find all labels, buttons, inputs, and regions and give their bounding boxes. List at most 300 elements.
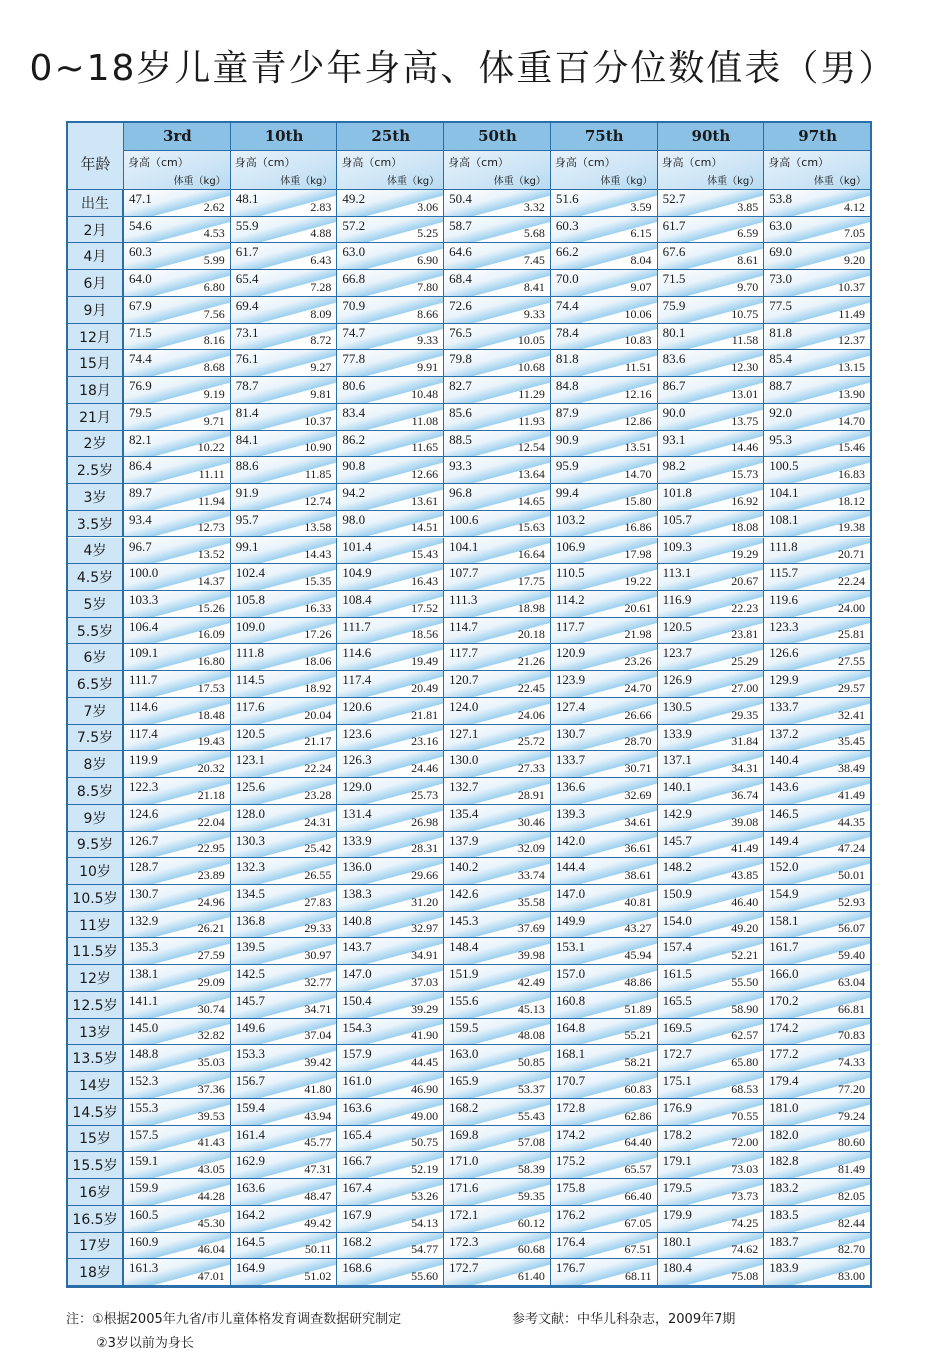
table-row bbox=[68, 1126, 870, 1153]
weight-value: 7.05 bbox=[843, 226, 865, 241]
weight-value: 22.95 bbox=[197, 841, 225, 856]
height-value: 165.9 bbox=[449, 1073, 479, 1089]
value-cell bbox=[230, 1019, 337, 1045]
weight-value: 23.81 bbox=[731, 627, 759, 642]
height-value: 122.3 bbox=[129, 779, 159, 795]
value-cell bbox=[763, 751, 870, 777]
age-cell: 2.5岁 bbox=[68, 457, 123, 483]
height-value: 164.8 bbox=[555, 1019, 586, 1035]
value-cell bbox=[550, 805, 657, 831]
height-value: 130.0 bbox=[449, 752, 479, 768]
weight-value: 73.73 bbox=[731, 1188, 759, 1203]
height-value: 161.0 bbox=[342, 1073, 372, 1089]
value-cell bbox=[230, 1072, 337, 1098]
height-value: 147.0 bbox=[555, 886, 586, 902]
weight-value: 79.24 bbox=[837, 1108, 865, 1123]
height-value: 105.8 bbox=[235, 591, 265, 607]
value-cell bbox=[123, 778, 230, 804]
weight-value: 50.85 bbox=[517, 1055, 545, 1070]
value-cell bbox=[230, 431, 337, 457]
weight-value: 8.04 bbox=[630, 253, 652, 268]
table-row bbox=[68, 751, 870, 778]
height-value: 157.9 bbox=[342, 1046, 372, 1062]
height-value: 64.0 bbox=[129, 271, 152, 287]
height-value: 73.0 bbox=[769, 271, 793, 287]
value-cell bbox=[443, 511, 550, 537]
age-cell: 4.5岁 bbox=[68, 564, 123, 590]
weight-value: 70.55 bbox=[731, 1108, 759, 1123]
weight-value: 9.81 bbox=[310, 386, 332, 401]
table-row bbox=[68, 805, 870, 832]
weight-value: 52.93 bbox=[837, 894, 865, 909]
weight-value: 39.98 bbox=[517, 948, 545, 963]
height-value: 166.7 bbox=[342, 1153, 372, 1169]
percentile-header: 25th bbox=[336, 123, 444, 150]
value-cell bbox=[657, 644, 764, 670]
value-cell bbox=[550, 965, 657, 991]
value-cell bbox=[657, 618, 764, 644]
weight-value: 11.65 bbox=[411, 440, 439, 455]
height-value: 90.8 bbox=[342, 458, 366, 474]
height-value: 86.4 bbox=[129, 458, 152, 474]
value-cell bbox=[336, 404, 443, 430]
value-cell bbox=[443, 1126, 550, 1152]
value-cell bbox=[443, 1206, 550, 1232]
height-value: 149.4 bbox=[769, 832, 799, 848]
weight-value: 20.49 bbox=[411, 680, 439, 695]
weight-value: 18.06 bbox=[304, 654, 332, 669]
table-row bbox=[68, 538, 870, 565]
weight-value: 17.98 bbox=[624, 547, 652, 562]
height-value: 99.4 bbox=[555, 485, 579, 501]
value-cell bbox=[550, 1179, 657, 1205]
weight-value: 7.56 bbox=[203, 306, 225, 321]
value-cell bbox=[443, 270, 550, 296]
weight-value: 43.85 bbox=[731, 868, 759, 882]
height-value: 170.2 bbox=[769, 992, 799, 1008]
value-cell bbox=[443, 1072, 550, 1098]
value-cell bbox=[443, 832, 550, 858]
height-value: 80.1 bbox=[662, 324, 686, 340]
weight-value: 22.23 bbox=[731, 600, 759, 615]
value-cell bbox=[550, 858, 657, 884]
value-cell bbox=[123, 404, 230, 430]
weight-value: 23.16 bbox=[411, 734, 439, 749]
height-value: 148.4 bbox=[449, 939, 479, 955]
weight-value: 29.57 bbox=[837, 680, 865, 695]
value-cell bbox=[336, 270, 443, 296]
value-cell bbox=[763, 725, 870, 751]
height-value: 160.9 bbox=[129, 1233, 159, 1249]
height-value: 117.4 bbox=[342, 672, 372, 688]
height-value: 111.7 bbox=[342, 618, 371, 634]
height-value: 149.6 bbox=[235, 1019, 265, 1035]
value-cell bbox=[550, 431, 657, 457]
height-value: 84.1 bbox=[235, 431, 259, 447]
value-cell bbox=[336, 671, 443, 697]
weight-value: 82.05 bbox=[837, 1188, 865, 1203]
weight-value: 55.50 bbox=[731, 974, 759, 989]
value-cell bbox=[230, 698, 337, 724]
value-cell bbox=[763, 591, 870, 617]
table-row bbox=[68, 190, 870, 217]
weight-value: 21.18 bbox=[197, 787, 225, 802]
weight-value: 21.81 bbox=[411, 707, 439, 722]
weight-value: 16.64 bbox=[517, 547, 545, 562]
value-cell bbox=[763, 618, 870, 644]
height-value: 148.8 bbox=[129, 1046, 159, 1062]
height-value: 115.7 bbox=[769, 565, 799, 581]
value-cell bbox=[230, 404, 337, 430]
weight-value: 12.66 bbox=[411, 467, 439, 482]
value-cell bbox=[123, 832, 230, 858]
value-cell bbox=[336, 885, 443, 911]
height-value: 163.6 bbox=[235, 1180, 265, 1196]
value-cell bbox=[443, 324, 550, 350]
height-value: 179.5 bbox=[662, 1180, 692, 1196]
value-cell bbox=[443, 431, 550, 457]
height-value: 106.4 bbox=[129, 618, 159, 634]
value-cell bbox=[763, 564, 870, 590]
value-cell bbox=[336, 1233, 443, 1259]
value-cell bbox=[657, 1152, 764, 1178]
height-value: 101.8 bbox=[662, 485, 692, 501]
height-value: 71.5 bbox=[129, 324, 152, 340]
value-cell bbox=[443, 644, 550, 670]
weight-value: 65.80 bbox=[731, 1055, 759, 1070]
weight-value: 62.86 bbox=[624, 1108, 652, 1123]
value-cell bbox=[230, 1152, 337, 1178]
height-value: 182.8 bbox=[769, 1153, 799, 1169]
weight-value: 9.20 bbox=[843, 253, 865, 268]
height-value: 88.5 bbox=[449, 431, 472, 447]
weight-value: 12.16 bbox=[624, 386, 652, 401]
height-value: 178.2 bbox=[662, 1126, 692, 1142]
height-value: 116.9 bbox=[662, 591, 692, 607]
height-value: 181.0 bbox=[769, 1099, 799, 1115]
value-cell bbox=[336, 965, 443, 991]
weight-value: 75.08 bbox=[731, 1268, 759, 1283]
value-cell bbox=[763, 1233, 870, 1259]
height-value: 148.2 bbox=[662, 859, 692, 875]
height-value: 124.6 bbox=[129, 805, 159, 821]
weight-value: 15.43 bbox=[411, 547, 439, 562]
height-value: 138.1 bbox=[129, 966, 159, 982]
table-row bbox=[68, 965, 870, 992]
height-value: 120.7 bbox=[449, 672, 479, 688]
height-value: 60.3 bbox=[129, 244, 152, 260]
weight-value: 31.84 bbox=[731, 734, 759, 749]
value-cell bbox=[657, 1099, 764, 1125]
height-value: 159.9 bbox=[129, 1180, 159, 1196]
height-value: 109.0 bbox=[235, 618, 265, 634]
value-cell bbox=[657, 538, 764, 564]
value-cell bbox=[123, 190, 230, 216]
weight-value: 10.90 bbox=[304, 440, 332, 455]
value-cell bbox=[550, 511, 657, 537]
value-cell bbox=[657, 243, 764, 269]
weight-value: 68.53 bbox=[731, 1081, 759, 1096]
weight-value: 13.58 bbox=[304, 520, 332, 535]
weight-value: 12.30 bbox=[731, 360, 759, 375]
value-cell bbox=[763, 297, 870, 323]
value-cell bbox=[443, 591, 550, 617]
value-cell bbox=[657, 938, 764, 964]
value-cell bbox=[336, 217, 443, 243]
weight-value: 30.97 bbox=[304, 948, 332, 963]
height-value: 162.9 bbox=[235, 1153, 265, 1169]
weight-value: 10.37 bbox=[304, 413, 332, 428]
height-value: 133.7 bbox=[555, 752, 586, 768]
percentile-header: 90th bbox=[657, 123, 765, 150]
height-value: 152.3 bbox=[129, 1073, 159, 1089]
age-cell: 8.5岁 bbox=[68, 778, 123, 804]
value-cell bbox=[336, 832, 443, 858]
height-value: 174.2 bbox=[769, 1019, 799, 1035]
weight-value: 19.49 bbox=[411, 654, 439, 669]
value-cell bbox=[123, 1206, 230, 1232]
weight-value: 3.59 bbox=[630, 199, 652, 214]
value-cell bbox=[443, 538, 550, 564]
weight-value: 60.68 bbox=[517, 1242, 545, 1257]
weight-value: 49.00 bbox=[411, 1108, 439, 1123]
weight-value: 8.61 bbox=[737, 253, 759, 268]
weight-value: 39.29 bbox=[411, 1001, 439, 1016]
weight-value: 67.51 bbox=[624, 1242, 652, 1257]
value-cell bbox=[123, 217, 230, 243]
value-cell bbox=[336, 858, 443, 884]
value-cell bbox=[657, 484, 764, 510]
value-cell bbox=[657, 564, 764, 590]
height-value: 89.7 bbox=[129, 485, 152, 501]
height-value: 111.3 bbox=[449, 591, 478, 607]
value-cell bbox=[123, 671, 230, 697]
height-value: 161.5 bbox=[662, 966, 692, 982]
age-cell: 13.5岁 bbox=[68, 1045, 123, 1071]
value-cell bbox=[230, 1099, 337, 1125]
height-value: 78.7 bbox=[235, 378, 259, 394]
weight-value: 45.30 bbox=[197, 1215, 225, 1230]
height-value: 130.3 bbox=[235, 832, 265, 848]
height-value: 136.8 bbox=[235, 912, 265, 928]
height-value: 151.9 bbox=[449, 966, 479, 982]
height-value: 169.8 bbox=[449, 1126, 479, 1142]
weight-value: 63.04 bbox=[837, 974, 865, 989]
age-cell: 4月 bbox=[68, 243, 123, 269]
value-cell bbox=[443, 725, 550, 751]
weight-value: 20.71 bbox=[837, 547, 865, 562]
value-cell bbox=[657, 404, 764, 430]
table-row bbox=[68, 938, 870, 965]
table-row bbox=[68, 1019, 870, 1046]
value-cell bbox=[550, 1259, 657, 1285]
weight-value: 30.46 bbox=[517, 814, 545, 829]
age-cell: 6岁 bbox=[68, 644, 123, 670]
height-value: 104.1 bbox=[449, 538, 479, 554]
weight-value: 20.04 bbox=[304, 707, 332, 722]
value-cell bbox=[230, 217, 337, 243]
height-value: 104.9 bbox=[342, 565, 372, 581]
weight-unit-label: 体重（kg） bbox=[173, 176, 226, 187]
value-cell bbox=[763, 457, 870, 483]
height-value: 75.9 bbox=[662, 297, 686, 313]
weight-value: 14.43 bbox=[304, 547, 332, 562]
height-value: 155.3 bbox=[129, 1099, 159, 1115]
height-value: 111.7 bbox=[129, 672, 158, 688]
age-cell: 5岁 bbox=[68, 591, 123, 617]
value-cell bbox=[763, 1019, 870, 1045]
height-value: 120.5 bbox=[662, 618, 692, 634]
table-row bbox=[68, 832, 870, 859]
footnote-reference: 参考文献：中华儿科杂志，2009年7期 bbox=[512, 1312, 736, 1327]
value-cell bbox=[123, 1045, 230, 1071]
weight-value: 49.42 bbox=[304, 1215, 332, 1230]
height-value: 179.4 bbox=[769, 1073, 799, 1089]
value-cell bbox=[230, 538, 337, 564]
value-cell bbox=[550, 564, 657, 590]
height-value: 108.4 bbox=[342, 591, 372, 607]
value-cell bbox=[336, 431, 443, 457]
weight-value: 42.49 bbox=[517, 974, 545, 989]
value-cell bbox=[336, 324, 443, 350]
value-cell bbox=[443, 698, 550, 724]
height-value: 138.3 bbox=[342, 886, 372, 902]
value-cell bbox=[763, 190, 870, 216]
table-row bbox=[68, 1259, 870, 1286]
value-cell bbox=[230, 297, 337, 323]
height-value: 140.1 bbox=[662, 779, 692, 795]
value-cell bbox=[657, 965, 764, 991]
value-cell bbox=[443, 377, 550, 403]
value-cell bbox=[763, 431, 870, 457]
height-value: 93.1 bbox=[662, 431, 686, 447]
value-cell bbox=[123, 1126, 230, 1152]
value-cell bbox=[550, 217, 657, 243]
weight-value: 24.06 bbox=[517, 707, 545, 722]
weight-value: 58.90 bbox=[731, 1001, 759, 1016]
weight-value: 16.33 bbox=[304, 600, 332, 615]
table-row bbox=[68, 350, 870, 377]
weight-value: 18.56 bbox=[411, 627, 439, 642]
height-value: 106.9 bbox=[555, 538, 586, 554]
height-value: 167.4 bbox=[342, 1180, 372, 1196]
table-row bbox=[68, 324, 870, 351]
weight-value: 59.40 bbox=[837, 948, 865, 963]
height-value: 172.3 bbox=[449, 1233, 479, 1249]
height-value: 139.5 bbox=[235, 939, 265, 955]
value-cell bbox=[550, 644, 657, 670]
weight-value: 9.33 bbox=[523, 306, 545, 321]
age-cell: 7.5岁 bbox=[68, 725, 123, 751]
height-value: 58.7 bbox=[449, 217, 472, 233]
weight-value: 38.61 bbox=[624, 868, 652, 882]
height-value: 73.1 bbox=[235, 324, 259, 340]
height-value: 132.9 bbox=[129, 912, 159, 928]
value-cell bbox=[230, 457, 337, 483]
height-value: 172.7 bbox=[662, 1046, 692, 1062]
height-value: 182.0 bbox=[769, 1126, 799, 1142]
height-value: 105.7 bbox=[662, 511, 692, 527]
age-cell: 6.5岁 bbox=[68, 671, 123, 697]
table-row bbox=[68, 698, 870, 725]
height-value: 139.3 bbox=[555, 805, 586, 821]
height-value: 79.8 bbox=[449, 351, 472, 367]
value-cell bbox=[443, 484, 550, 510]
height-value: 180.4 bbox=[662, 1260, 692, 1276]
weight-value: 56.07 bbox=[837, 921, 865, 936]
value-cell bbox=[336, 698, 443, 724]
height-value: 157.5 bbox=[129, 1126, 159, 1142]
weight-value: 11.08 bbox=[411, 413, 439, 428]
weight-value: 36.74 bbox=[731, 787, 759, 802]
weight-value: 24.00 bbox=[837, 600, 865, 615]
height-value: 107.7 bbox=[449, 565, 479, 581]
weight-value: 53.37 bbox=[517, 1081, 545, 1096]
height-value: 64.6 bbox=[449, 244, 472, 260]
value-cell bbox=[763, 1152, 870, 1178]
value-cell bbox=[763, 992, 870, 1018]
height-value: 161.7 bbox=[769, 939, 799, 955]
height-value: 61.7 bbox=[662, 217, 686, 233]
height-value: 140.2 bbox=[449, 859, 479, 875]
weight-value: 81.49 bbox=[837, 1162, 865, 1177]
weight-value: 37.04 bbox=[304, 1028, 332, 1043]
weight-value: 83.00 bbox=[837, 1268, 865, 1283]
weight-value: 51.02 bbox=[304, 1268, 332, 1283]
value-cell bbox=[657, 698, 764, 724]
age-cell: 18月 bbox=[68, 377, 123, 403]
page-title: 0~18岁儿童青少年身高、体重百分位数值表（男） bbox=[29, 48, 897, 89]
value-cell bbox=[657, 324, 764, 350]
weight-value: 9.91 bbox=[417, 360, 439, 375]
value-cell bbox=[123, 805, 230, 831]
age-cell: 16岁 bbox=[68, 1179, 123, 1205]
value-cell bbox=[657, 751, 764, 777]
weight-value: 43.05 bbox=[197, 1162, 225, 1177]
height-value: 65.4 bbox=[235, 271, 259, 287]
value-cell bbox=[443, 858, 550, 884]
value-cell bbox=[230, 751, 337, 777]
height-value: 103.3 bbox=[129, 591, 159, 607]
value-cell bbox=[123, 431, 230, 457]
age-cell: 13岁 bbox=[68, 1019, 123, 1045]
weight-value: 10.22 bbox=[197, 440, 225, 455]
value-cell bbox=[123, 751, 230, 777]
weight-value: 49.20 bbox=[731, 921, 759, 936]
weight-value: 58.39 bbox=[517, 1162, 545, 1177]
value-cell bbox=[550, 404, 657, 430]
value-cell bbox=[123, 992, 230, 1018]
weight-value: 17.53 bbox=[197, 680, 225, 695]
age-cell: 12岁 bbox=[68, 965, 123, 991]
value-cell bbox=[657, 190, 764, 216]
height-value: 153.1 bbox=[555, 939, 586, 955]
value-cell bbox=[550, 457, 657, 483]
weight-value: 9.71 bbox=[203, 413, 225, 428]
unit-header-cell bbox=[763, 150, 870, 190]
value-cell bbox=[763, 324, 870, 350]
table-row bbox=[68, 992, 870, 1019]
value-cell bbox=[443, 350, 550, 376]
table-row bbox=[68, 511, 870, 538]
weight-value: 37.69 bbox=[517, 921, 545, 936]
footnote-length: ②3岁以前为身长 bbox=[96, 1336, 194, 1351]
height-value: 53.8 bbox=[769, 191, 793, 206]
value-cell bbox=[123, 858, 230, 884]
height-value: 146.5 bbox=[769, 805, 799, 821]
height-value: 165.4 bbox=[342, 1126, 372, 1142]
weight-value: 60.12 bbox=[517, 1215, 545, 1230]
